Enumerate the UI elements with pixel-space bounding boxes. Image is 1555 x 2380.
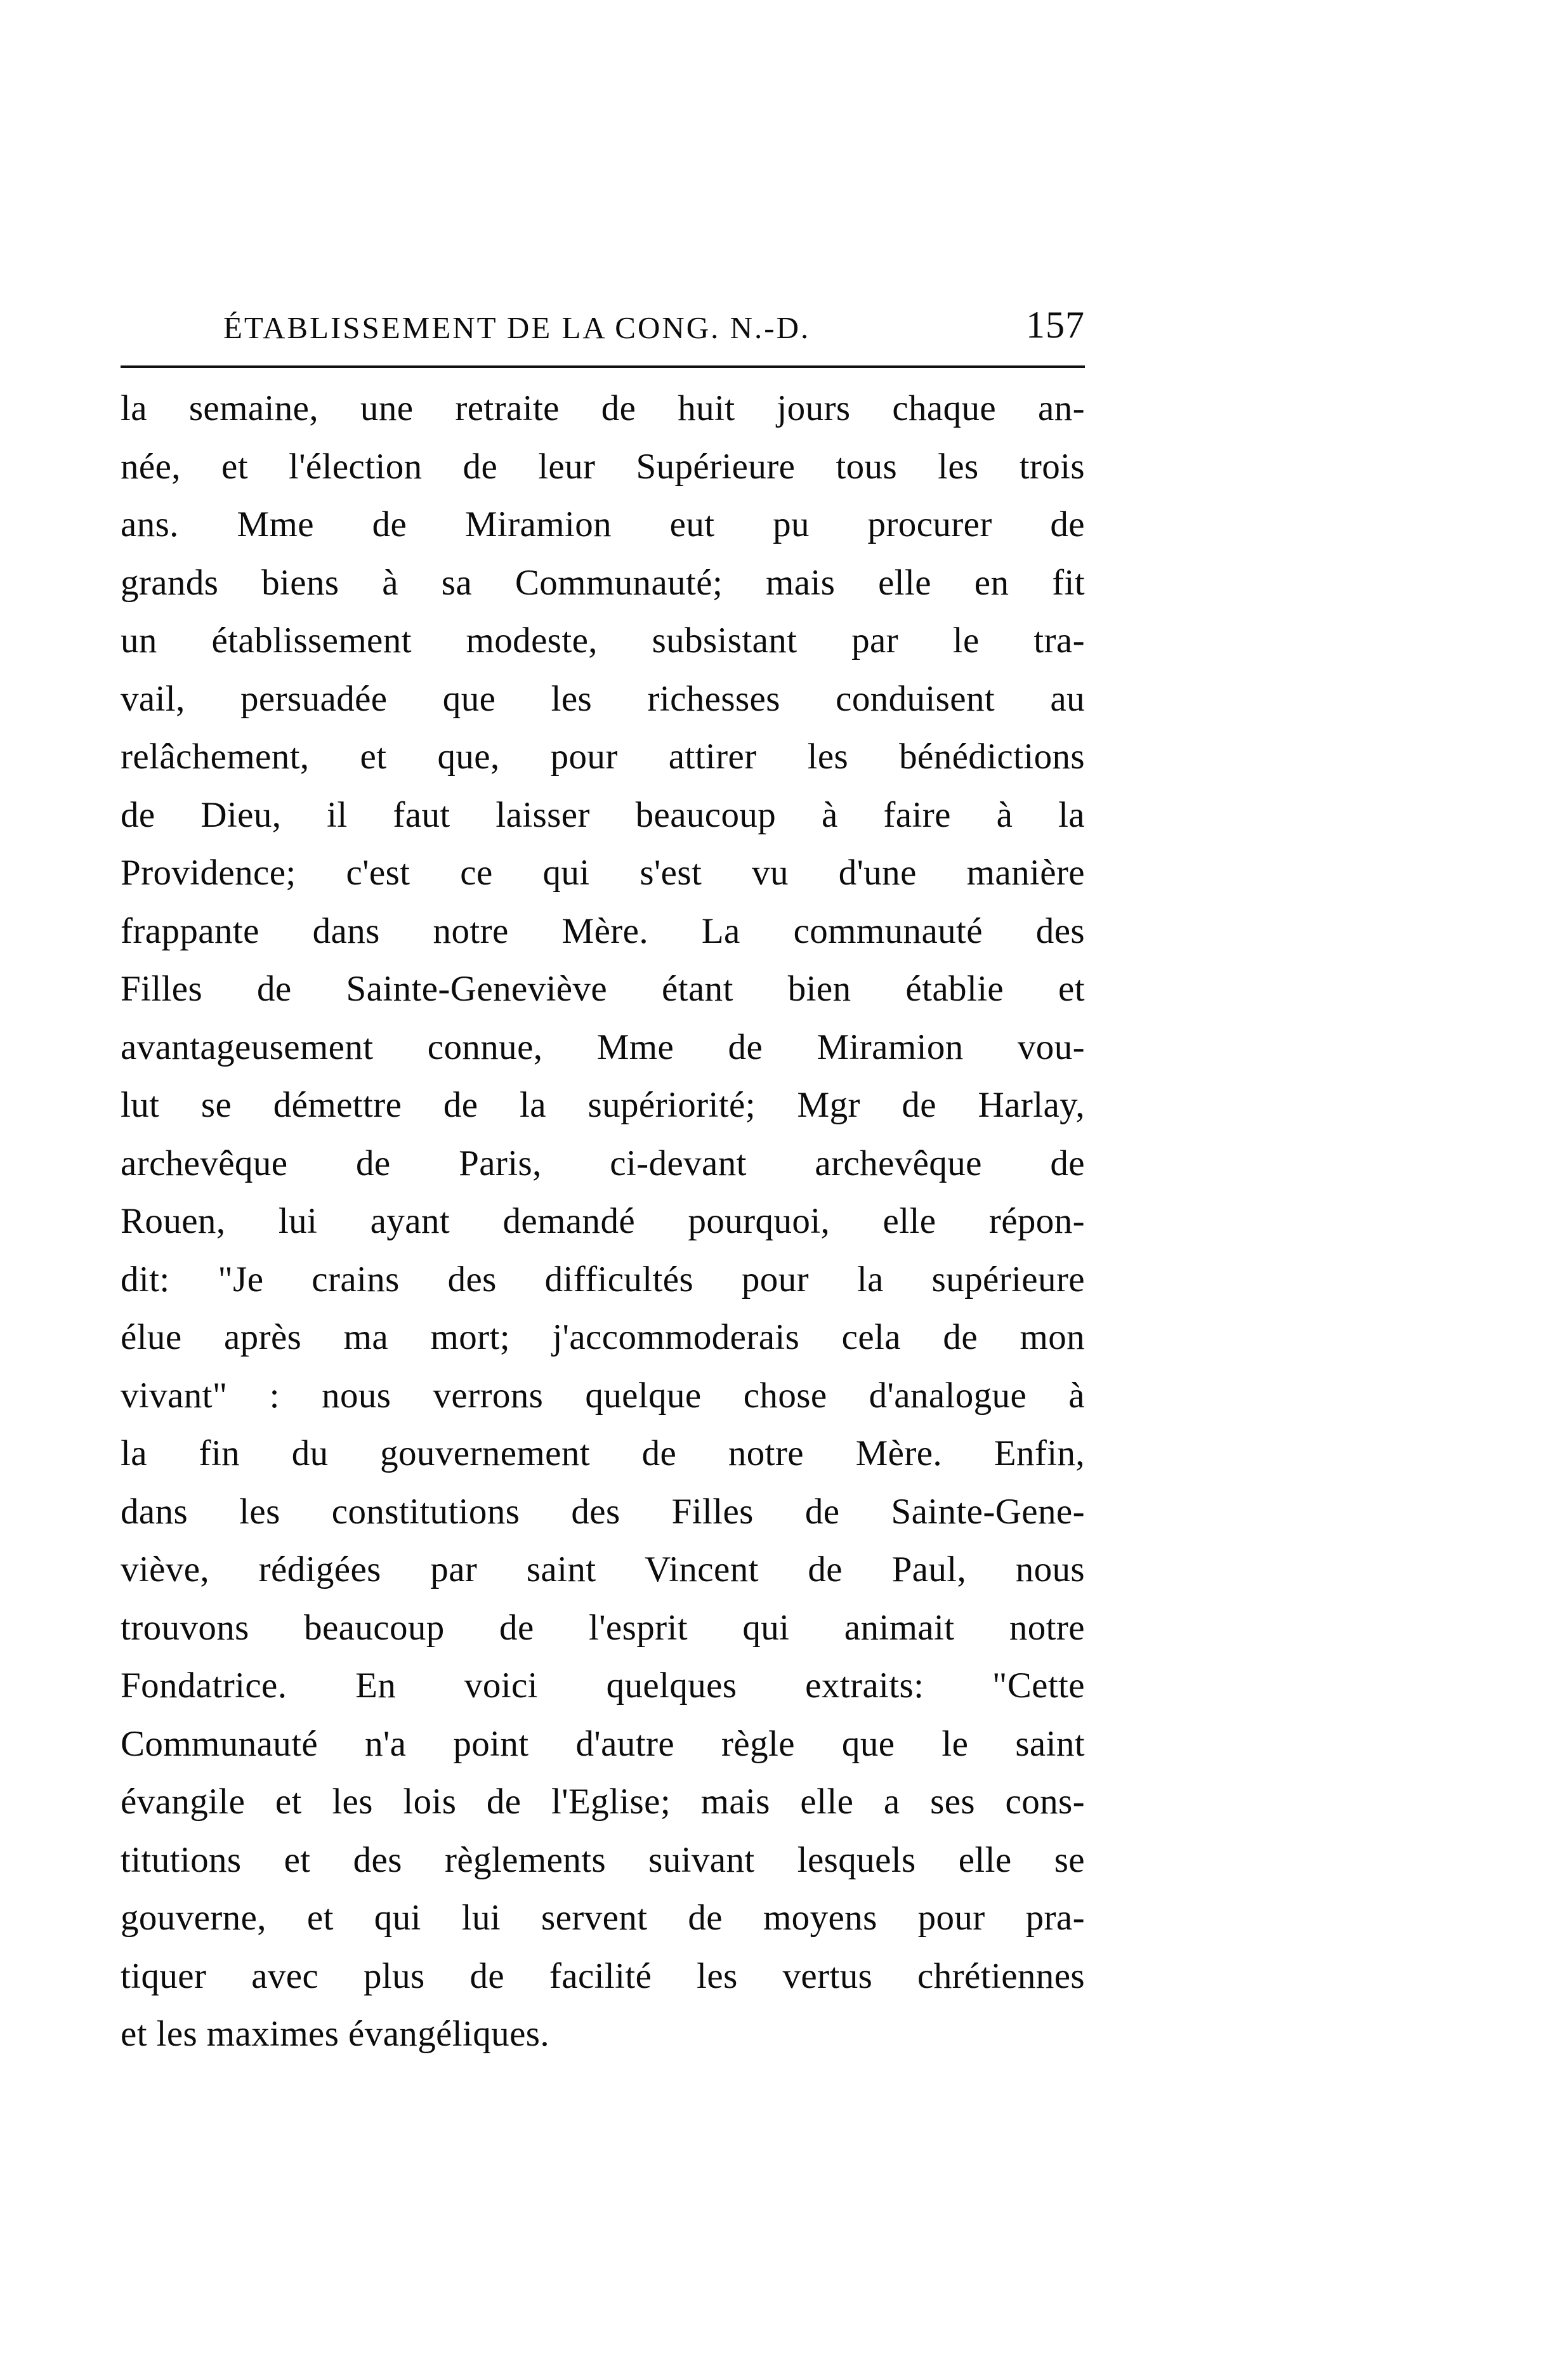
page-number: 157 — [1026, 304, 1085, 346]
text-line: viève, rédigées par saint Vincent de Paul, nous — [121, 1549, 1085, 1589]
text-line: de Dieu, il faut laisser beaucoup à faire à la — [121, 794, 1085, 835]
text-line: gouverne, et qui lui servent de moyens pour pra- — [121, 1898, 1085, 1938]
text-line: la semaine, une retraite de huit jours chaque an- — [121, 388, 1085, 428]
text-line: un établissement modeste, subsistant par le tra- — [121, 621, 1085, 661]
text-line: dit: "Je crains des difficultés pour la supérieure — [121, 1259, 1085, 1299]
text-line: relâchement, et que, pour attirer les bénédictions — [121, 737, 1085, 777]
running-title: ÉTABLISSEMENT DE LA CONG. N.-D. — [223, 310, 811, 345]
text-line: la fin du gouvernement de notre Mère. Enfin, — [121, 1433, 1085, 1473]
text-line: avantageusement connue, Mme de Miramion vou- — [121, 1027, 1085, 1067]
text-line: titutions et des règlements suivant lesquels elle se — [121, 1839, 1085, 1880]
text-line: née, et l'élection de leur Supérieure tous les trois — [121, 446, 1085, 487]
running-head — [223, 303, 1085, 360]
text-line: et les maximes évangéliques. — [121, 2014, 549, 2054]
text-line: élue après ma mort; j'accommoderais cela de mon — [121, 1317, 1085, 1357]
text-line: Fondatrice. En voici quelques extraits: "Cette — [121, 1666, 1085, 1706]
body-text — [121, 379, 1085, 2063]
text-line: vail, persuadée que les richesses conduisent au — [121, 678, 1085, 719]
text-line: trouvons beaucoup de l'esprit qui animait notre — [121, 1607, 1085, 1648]
text-line: Filles de Sainte-Geneviève étant bien établie et — [121, 969, 1085, 1009]
text-line: tiquer avec plus de facilité les vertus chrétiennes — [121, 1956, 1085, 1996]
text-line: archevêque de Paris, ci-devant archevêque de — [121, 1143, 1085, 1183]
text-line: ans. Mme de Miramion eut pu procurer de — [121, 504, 1085, 544]
text-line: dans les constitutions des Filles de Sainte-Gene- — [121, 1491, 1085, 1532]
text-line: grands biens à sa Communauté; mais elle en fit — [121, 562, 1085, 603]
text-line: Providence; c'est ce qui s'est vu d'une manière — [121, 853, 1085, 893]
text-line: vivant" : nous verrons quelque chose d'analogue à — [121, 1375, 1085, 1416]
text-line: frappante dans notre Mère. La communauté des — [121, 911, 1085, 951]
text-line: Rouen, lui ayant demandé pourquoi, elle répon- — [121, 1201, 1085, 1241]
header-rule — [121, 365, 1085, 368]
text-line: lut se démettre de la supériorité; Mgr de Harlay, — [121, 1085, 1085, 1125]
text-line: Communauté n'a point d'autre règle que le saint — [121, 1723, 1085, 1764]
text-line: évangile et les lois de l'Eglise; mais elle a ses cons- — [121, 1782, 1085, 1822]
